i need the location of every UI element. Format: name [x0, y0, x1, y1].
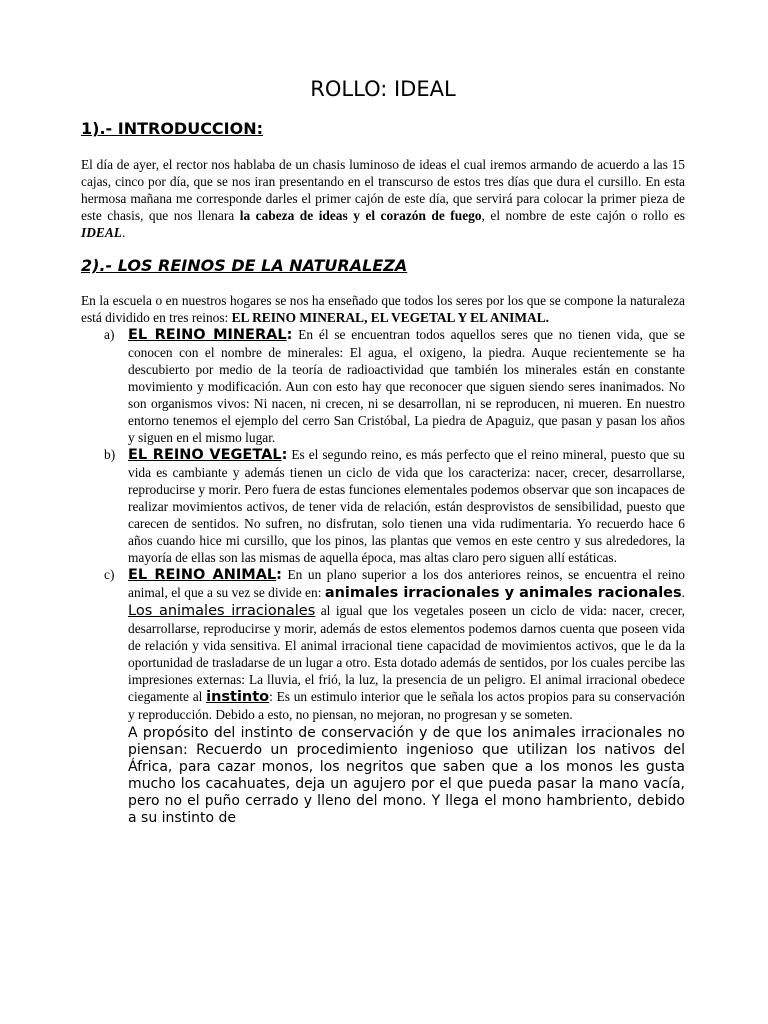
- animal-types-bold: animales irracionales y animales racionales: [324, 585, 682, 601]
- reinos-intro-bold: EL REINO MINERAL, EL VEGETAL Y EL ANIMAL.: [231, 310, 549, 325]
- vegetal-colon: :: [281, 447, 288, 463]
- list-item-mineral: [81, 326, 685, 446]
- intro-period: .: [121, 225, 126, 240]
- mineral-text: En él se encuentran todos aquellos seres que no tienen vida, que se conocen con el nombre de minerales: El agua, el oxigeno, la piedra. Auque recientemente se ha descubierto por medio de la teoría de radioactividad que también los minerales están en constante movimiento y modificación. Aun con esto hay que reconocer que siguen siendo seres inanimados. No son organismos vivos: Ni nacen, ni crecen, ni se desarrollan, ni se reproducen, ni mueren. En nuestro entorno tenemos el ejemplo del cerro San Cristóbal, La piedra de Apaguiz, que pasan y pasan los años y siguen en el mismo lugar.: [128, 327, 685, 445]
- section1-paragraph: [81, 156, 685, 241]
- animal-colon: :: [276, 567, 282, 583]
- document-page: [81, 78, 685, 827]
- list-marker: c): [104, 567, 115, 582]
- animal-text-b: .: [681, 585, 685, 600]
- vegetal-heading: EL REINO VEGETAL: [128, 447, 282, 463]
- section1-heading: 1).- INTRODUCCION:: [81, 119, 264, 138]
- closing-paragraph: A propósito del instinto de conservación y de que los animales irracionales no piensan: Recuerdo un procedimiento ingenioso que utilizan los nativos del África, para cazar monos, los negritos que saben que a los monos les gusta mucho los cacahuates, deja un agujero por el que pueda pasar la mano vacía, pero no el puño cerrado y lleno del mono. Y llega el mono hambriento, debido a su instinto de: [128, 725, 685, 826]
- intro-text: El día de ayer, el rector nos hablaba de un chasis luminoso de ideas el cual iremos armando de acuerdo a las 15 cajas, cinco por día, que se nos iran presentando en el transcurso de estos tres días que dura el cursillo. En esta hermosa mañana me corresponde darles el primer cajón de este día, que servirá para colocar la primer pieza de este chasis, que nos llenara: [81, 157, 685, 223]
- intro-bold: la cabeza de ideas y el corazón de fuego: [239, 208, 482, 223]
- list-marker: a): [104, 327, 115, 342]
- animal-text-c: al igual que los vegetales poseen un ciclo de vida: nacer, crecer, desarrollarse, reproducirse y morir, además de estos elementos podemos darnos cuenta que poseen vida de relación y vida sensitiva. El animal irracional tiene capacidad de movimientos activos, que le da la oportunidad de trasladarse de un lugar a otro. Esta dotado además de sentidos, por los cuales percibe las impresiones externas: La lluvia, el frió, la luz, la presencia de un peligro. El animal irracional obedece ciegamente al: [128, 603, 685, 704]
- section2-intro: [81, 292, 685, 326]
- reinos-list: [81, 326, 685, 723]
- irracionales-underline: Los animales irracionales: [128, 603, 316, 619]
- animal-text-d: : Es un estimulo interior que le señala los actos propios para su conservación y reproducción. Debido a esto, no piensan, no mejoran, no progresan y se someten.: [128, 689, 685, 722]
- reinos-intro-text: En la escuela o en nuestros hogares se nos ha enseñado que todos los seres por los que se compone la naturaleza está dividido en tres reinos:: [81, 293, 685, 325]
- intro-text-2: , el nombre de este cajón o rollo es: [481, 208, 685, 223]
- document-title: ROLLO: IDEAL: [310, 77, 456, 101]
- section2-heading: 2).- LOS REINOS DE LA NATURALEZA: [81, 256, 408, 275]
- mineral-colon: :: [286, 327, 293, 343]
- mineral-heading: EL REINO MINERAL: [128, 327, 287, 343]
- animal-heading: EL REINO ANIMAL: [128, 567, 277, 583]
- intro-ideal: IDEAL: [81, 225, 122, 240]
- list-item-vegetal: [81, 446, 685, 566]
- animal-text-a: En un plano superior a los dos anteriores reinos, se encuentra el reino animal, el que a su vez se divide en:: [128, 567, 685, 600]
- instinto-underline: instinto: [206, 689, 270, 705]
- list-item-animal: [81, 566, 685, 723]
- vegetal-text: Es el segundo reino, es más perfecto que el reino mineral, puesto que su vida es cambiante y además tienen un ciclo de vida que los caracteriza: nacer, crecer, desarrollarse, reproducirse y morir. Pero fuera de estas funciones elementales podemos observar que son incapaces de realizar movimientos activos, de tener vida de relación, están desprovistos de sensibilidad, puesto que carecen de sentidos. No sufren, no disfrutan, solo tienen una vida rudimentaria. Yo recuerdo hace 6 años cuando hice mi cursillo, que los pinos, las plantas que vemos en este centro y sus alrededores, la mayoría de ellas son las mismas de aquella época, mas altas claro pero siguen allí estáticas.: [128, 447, 686, 565]
- list-marker: b): [104, 447, 116, 462]
